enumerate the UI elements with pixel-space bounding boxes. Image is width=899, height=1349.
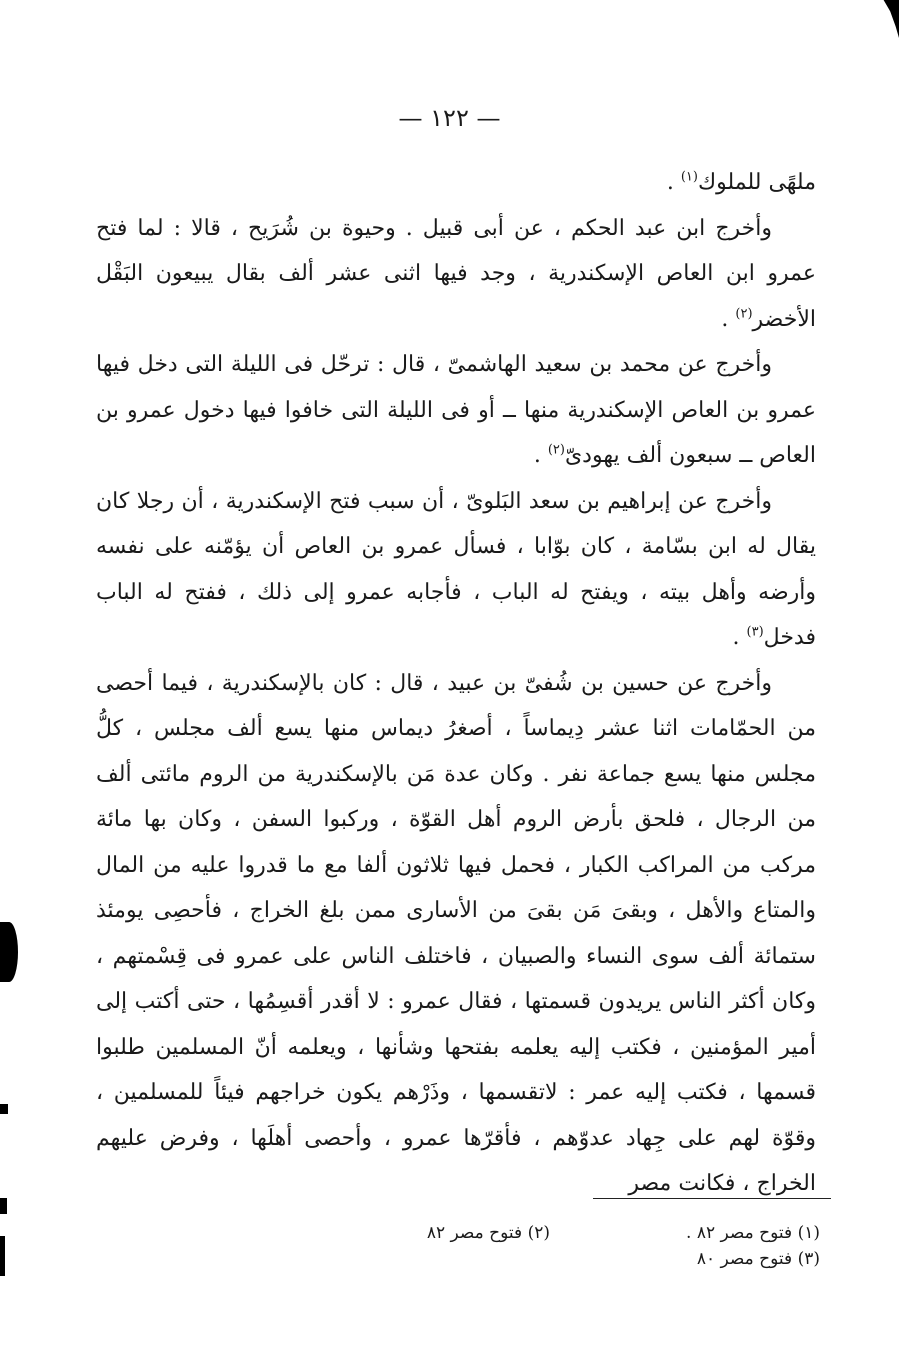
- paragraph-text: وأخرج ابن عبد الحكم ، عن أبى قبيل . وحيوة بن شُرَيح ، قالا : لما فتح عمرو ابن العاص الإسكندرية ، وجد فيها اثنى عشر ألف بقال يبيعون البَقْل الأخضر: [96, 215, 816, 332]
- footnote-row: [230, 1220, 820, 1246]
- paragraph-tail: .: [732, 625, 747, 650]
- body-text: [96, 160, 816, 1207]
- footnote-divider: [593, 1198, 831, 1199]
- footnote-1: (١) فتوح مصر ٨٢ .: [686, 1223, 820, 1243]
- scan-edge-mark: [0, 1104, 8, 1114]
- paragraph-tail: .: [533, 443, 548, 468]
- footnote-row: [230, 1246, 820, 1272]
- footnote-2: (٢) فتوح مصر ٨٢: [426, 1223, 550, 1243]
- footnotes: [230, 1220, 820, 1272]
- paragraph-tail: .: [721, 306, 736, 332]
- footnote-3: (٣) فتوح مصر ٨٠: [696, 1249, 820, 1269]
- paragraph-tail: .: [666, 170, 681, 195]
- page-number: — ١٢٢ —: [398, 104, 501, 132]
- scan-edge-mark: [0, 922, 18, 982]
- paragraph-text: وأخرج عن محمد بن سعيد الهاشمىّ ، قال : ترحّل فى الليلة التى دخل فيها عمرو بن العاص الإسكندرية منها ــ أو فى الليلة التى خافوا فيها دخول عمرو بن العاص ــ سبعون ألف يهودىّ: [96, 352, 816, 468]
- paragraph: [96, 479, 816, 661]
- paragraph-text: ملهًى للملوك: [697, 170, 816, 195]
- footnote-ref: (٢): [735, 306, 753, 322]
- paragraph: [96, 160, 816, 206]
- paragraph: [96, 661, 816, 1207]
- paragraph: [96, 342, 816, 479]
- scan-edge-mark: [0, 1236, 5, 1276]
- paragraph: [96, 206, 816, 343]
- footnote-ref: (١): [680, 169, 698, 185]
- footnote-ref: (٢): [547, 442, 565, 458]
- paragraph-text: وأخرج عن إبراهيم بن سعد البَلوىّ ، أن سبب فتح الإسكندرية ، أن رجلا كان يقال له ابن بسّامة ، كان بوّابا ، فسأل عمرو بن العاص أن يؤمّنه على نفسه وأرضه وأهل بيته ، ويفتح له الباب ، فأجابه عمرو إلى ذلك ، ففتح له الباب فدخل: [96, 488, 816, 650]
- scan-edge-mark: [877, 0, 899, 38]
- paragraph-text: وأخرج عن حسين بن شُفىّ بن عبيد ، قال : كان بالإسكندرية ، فيما أحصى من الحمّامات اثنا عشر دِيماساً ، أصغرُ ديماس منها يسع ألف مجلس ، كلُّ مجلس منها يسع جماعة نفر . وكان عدة مَن بالإسكندرية من الروم مائتى ألف من الرجال ، فلحق بأرض الروم أهل القوّة ، وركبوا السفن ، وكان بها مائة مركب من المراكب الكبار ، فحمل فيها ثلاثون ألفا مع ما قدروا عليه من المال والمتاع والأهل ، وبقىَ مَن بقىَ من الأسارى ممن بلغ الخراج ، فأحصِى يومئذ ستمائة ألف سوى النساء والصبيان ، فاختلف الناس على عمرو فى قِسْمتهم ، وكان أكثر الناس يريدون قسمتها ، فقال عمرو : لا أقدر أقسِمُها ، حتى أكتب إلى أمير المؤمنين ، فكتب إليه يعلمه بفتحها وشأنها ، ويعلمه أنّ المسلمين طلبوا قسمها ، فكتب إليه عمر : لاتقسمها ، وذَرْهم يكون خراجهم فيئاً للمسلمين ، وقوّة لهم على جِهاد عدوّهم ، فأقرّها عمرو ، وأحصى أهلَها ، وفرض عليهم الخراج ، فكانت مصر: [96, 670, 816, 1196]
- scan-edge-mark: [0, 1198, 7, 1214]
- footnote-ref: (٣): [746, 624, 764, 640]
